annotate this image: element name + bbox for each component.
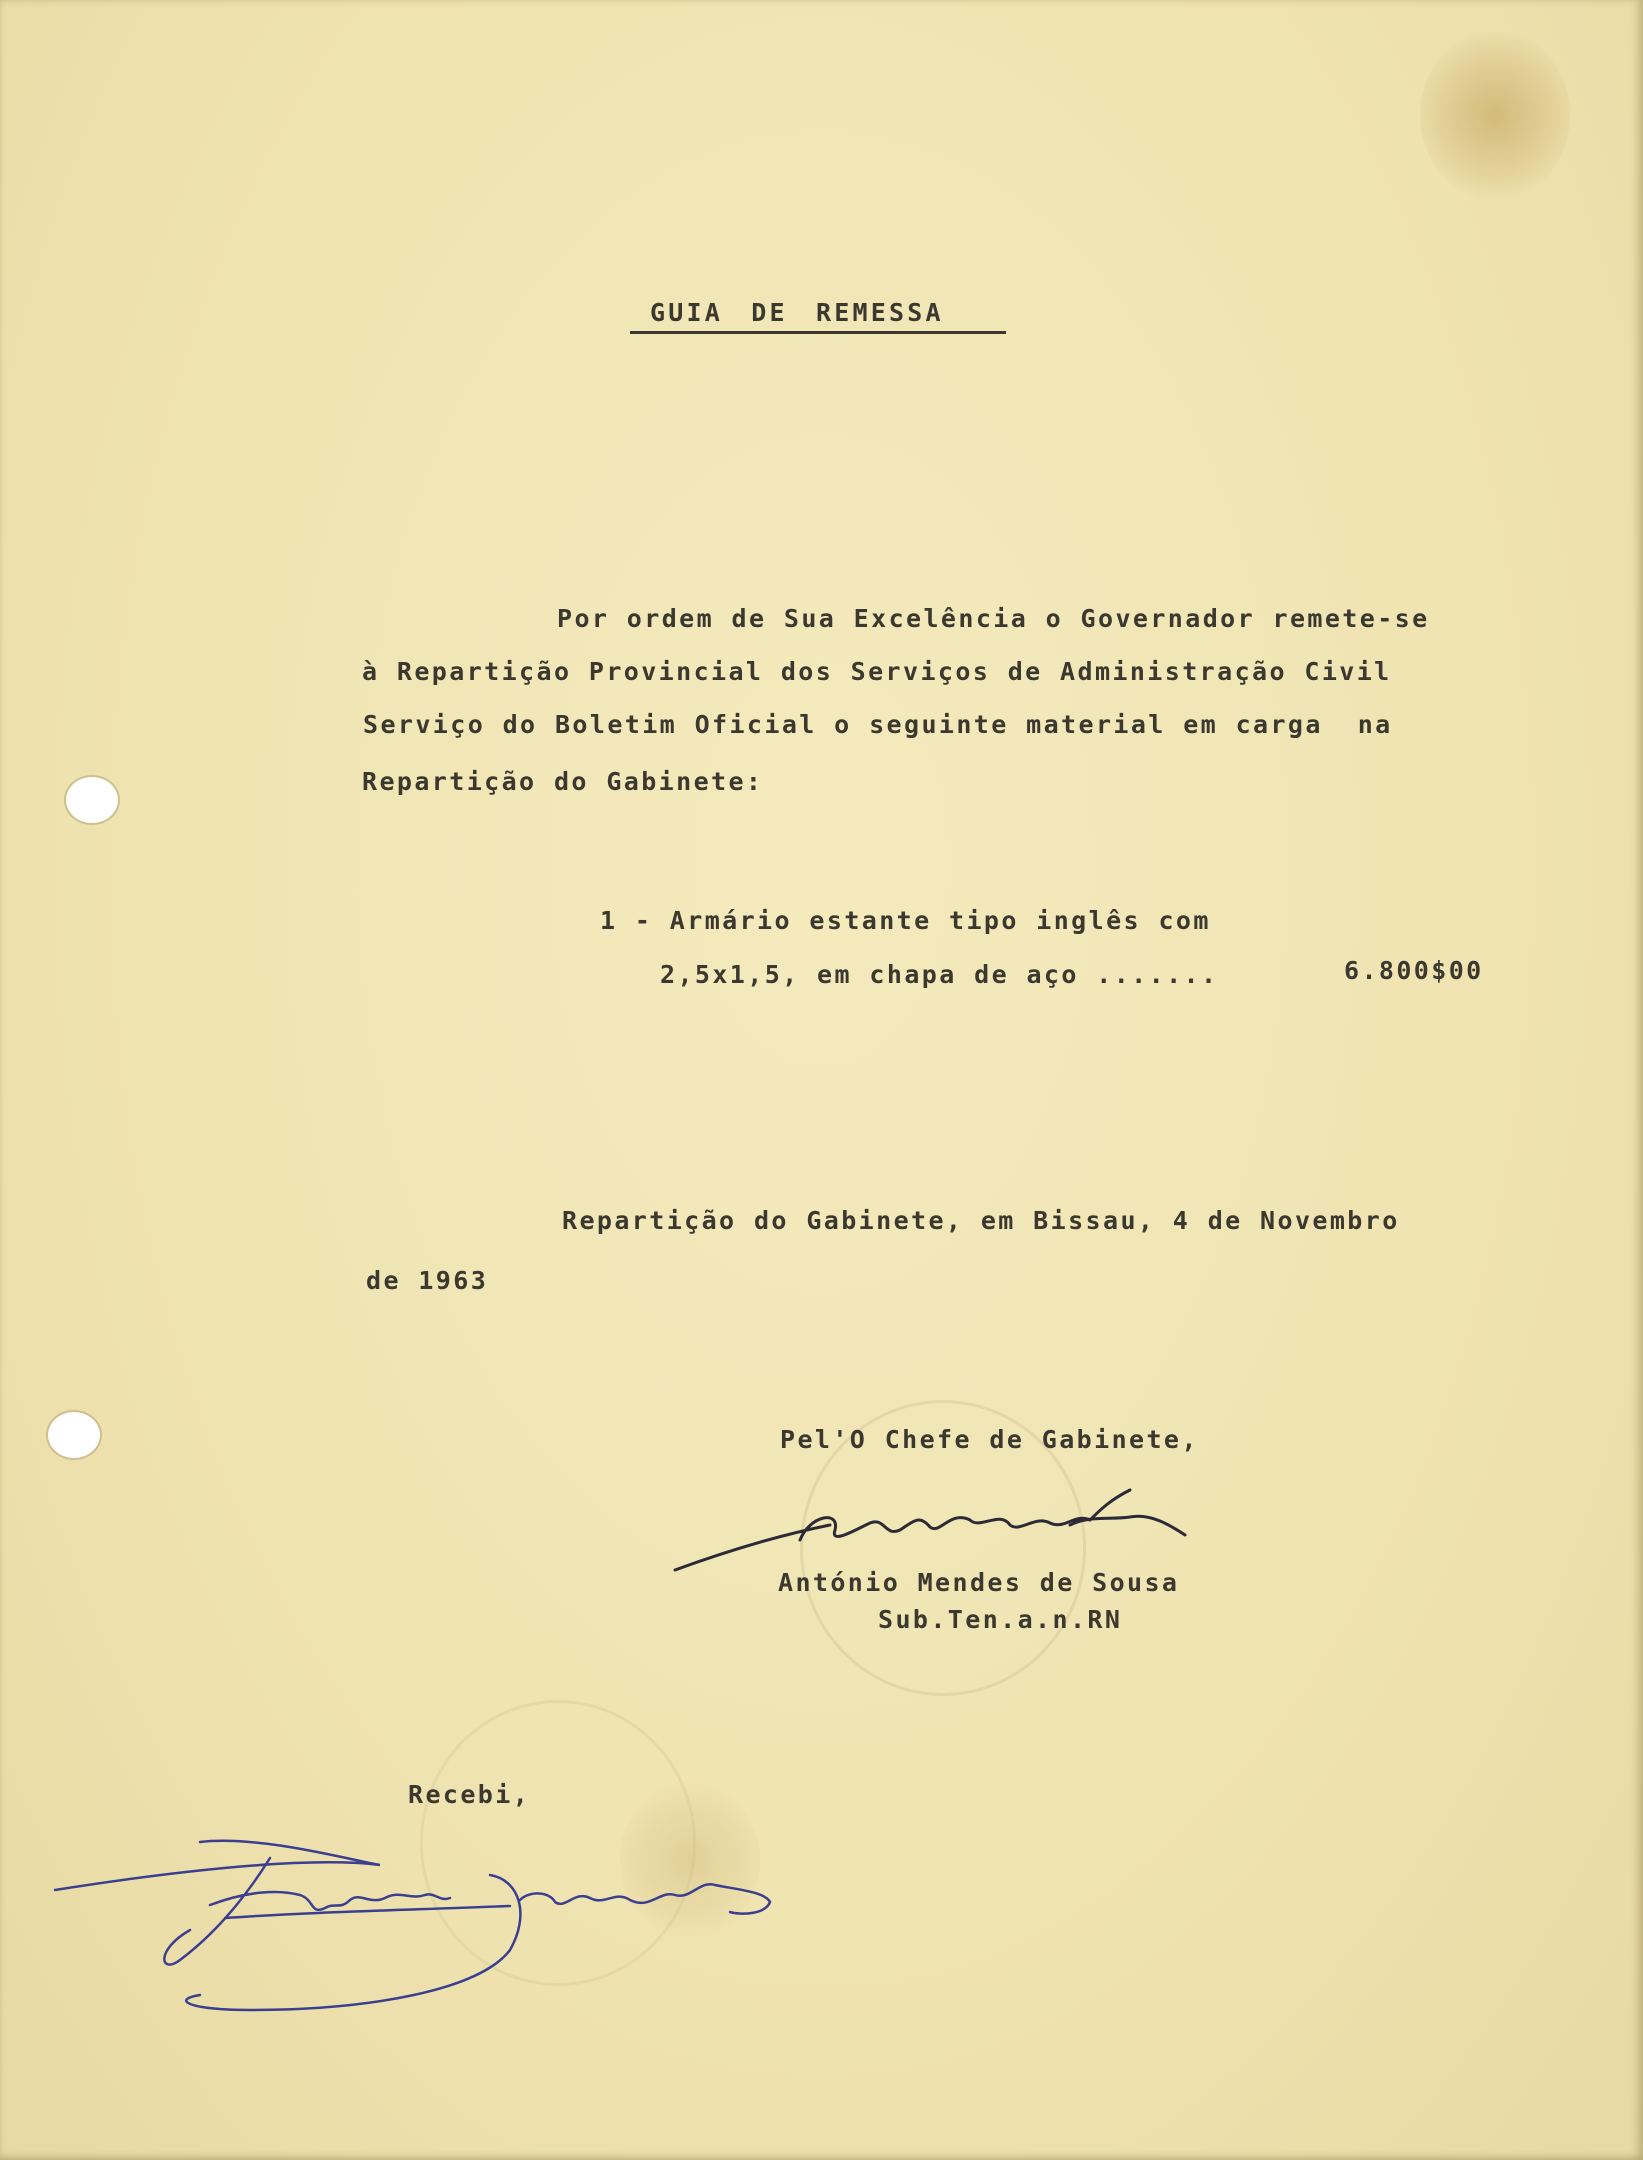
document-title: GUIA DE REMESSA <box>650 298 944 327</box>
signatory-name: António Mendes de Sousa <box>778 1568 1180 1597</box>
receipt-label: Recebi, <box>408 1780 531 1809</box>
body-line-4: Repartição do Gabinete: <box>362 767 764 796</box>
body-line-3: Serviço do Boletim Oficial o seguinte material em carga na <box>363 710 1393 739</box>
date-line-1: Repartição do Gabinete, em Bissau, 4 de Novembro <box>562 1206 1400 1235</box>
signature-receiver <box>50 1820 790 2020</box>
punch-hole-bottom <box>48 1412 100 1458</box>
body-line-2: à Repartição Provincial dos Serviços de Administração Civil <box>362 657 1392 686</box>
paper-stain <box>1420 30 1570 200</box>
date-line-2: de 1963 <box>366 1266 489 1295</box>
title-underline <box>630 331 1006 334</box>
closing-line: Pel'O Chefe de Gabinete, <box>780 1425 1199 1454</box>
item-line-2: 2,5x1,5, em chapa de aço ....... <box>660 960 1219 989</box>
item-value: 6.800$00 <box>1344 956 1484 985</box>
item-line-1: 1 - Armário estante tipo inglês com <box>600 906 1211 935</box>
signatory-rank: Sub.Ten.a.n.RN <box>878 1605 1123 1634</box>
punch-hole-top <box>66 777 118 823</box>
body-line-1: Por ordem de Sua Excelência o Governador remete-se <box>557 604 1430 633</box>
